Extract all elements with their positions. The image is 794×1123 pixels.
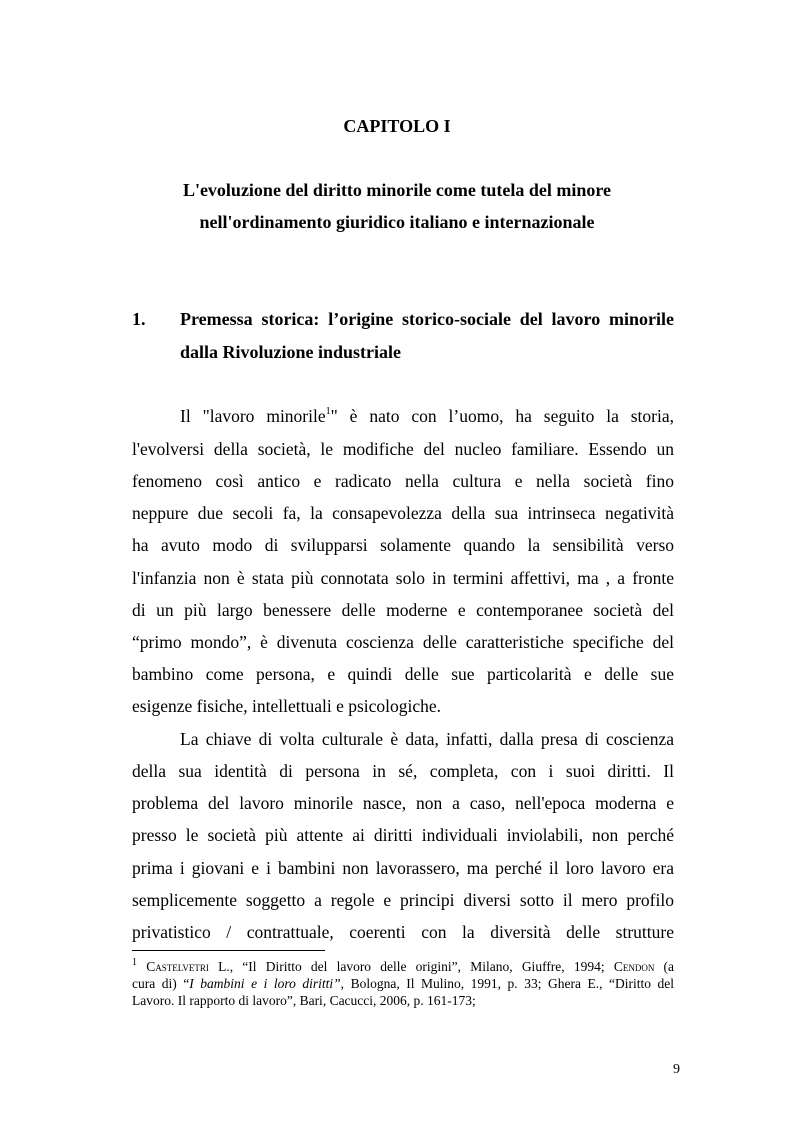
text-run: Il "lavoro minorile [180, 406, 326, 426]
chapter-title: CAPITOLO I [343, 116, 451, 136]
text-run: cura di) “ [132, 976, 190, 991]
footnote-line-3: Lavoro. Il rapporto di lavoro”, Bari, Cacucci, 2006, p. 161-173; [132, 993, 476, 1008]
footnote-line-2 [132, 975, 674, 992]
footnote-separator [132, 950, 325, 951]
paragraph-2-line: della sua identità di persona in sé, completa, con i suoi diritti. Il [132, 761, 674, 781]
footnote-ref[interactable]: 1 [325, 406, 331, 417]
paragraph-2-line: semplicemente soggetto a regole e principi diversi sotto il mero profilo [132, 890, 674, 910]
text-run: , Bologna, Il Mulino, 1991, p. 33; Ghera E., “Diritto del [340, 976, 675, 991]
footnote-title-italic: I bambini e i loro diritti” [189, 976, 341, 991]
chapter-subtitle-line-2: nell'ordinamento giuridico italiano e internazionale [199, 212, 595, 232]
paragraph-2-line: privatistico / contrattuale, coerenti con la diversità delle strutture [132, 922, 674, 942]
paragraph-1-line: di un più largo benessere delle moderne e contemporanee società del [132, 600, 674, 620]
section-number: 1. [132, 309, 146, 329]
paragraph-2-line: prima i giovani e i bambini non lavorassero, ma perché il loro lavoro era [132, 858, 674, 878]
paragraph-1-line: ha avuto modo di svilupparsi solamente quando la sensibilità verso [132, 535, 674, 555]
text-run: L., “Il Diritto del lavoro delle origini”, Milano, Giuffre, 1994; [208, 959, 614, 974]
paragraph-1-line: bambino come persona, e quindi delle sue particolarità e delle sue [132, 664, 674, 684]
section-title-line-2: dalla Rivoluzione industriale [180, 342, 402, 362]
page-number: 9 [673, 1062, 680, 1077]
paragraph-1-line: neppure due secoli fa, la consapevolezza della sua intrinseca negatività [132, 503, 674, 523]
text-run: " è nato con l’uomo, ha seguito la storia, [330, 406, 675, 426]
footnote-marker: 1 [132, 957, 137, 968]
paragraph-1-line: l'evolversi della società, le modifiche del nucleo familiare. Essendo un [132, 439, 674, 459]
paragraph-1-line: l'infanzia non è stata più connotata solo in termini affettivi, ma , a fronte [132, 568, 674, 588]
paragraph-2-line: presso le società più attente ai diritti individuali inviolabili, non perché [132, 825, 674, 845]
paragraph-1-line: “primo mondo”, è divenuta coscienza delle caratteristiche specifiche del [132, 632, 674, 652]
paragraph-1-line: esigenze fisiche, intellettuali e psicologiche. [132, 696, 442, 716]
paragraph-2-line: problema del lavoro minorile nasce, non a caso, nell'epoca moderna e [132, 793, 674, 813]
paragraph-1-line: fenomeno così antico e radicato nella cultura e nella società fino [132, 471, 674, 491]
footnote-author: Castelvetri [146, 959, 209, 974]
section-title-line-1: Premessa storica: l’origine storico-sociale del lavoro minorile [180, 309, 674, 329]
chapter-subtitle-line-1: L'evoluzione del diritto minorile come tutela del minore [182, 180, 612, 200]
footnote-author: Cendon [613, 959, 655, 974]
footnote-line-1 [132, 958, 674, 975]
paragraph-2-line: La chiave di volta culturale è data, infatti, dalla presa di coscienza [180, 729, 674, 749]
text-run: (a [654, 959, 675, 974]
paragraph-1-line-1 [180, 404, 674, 428]
